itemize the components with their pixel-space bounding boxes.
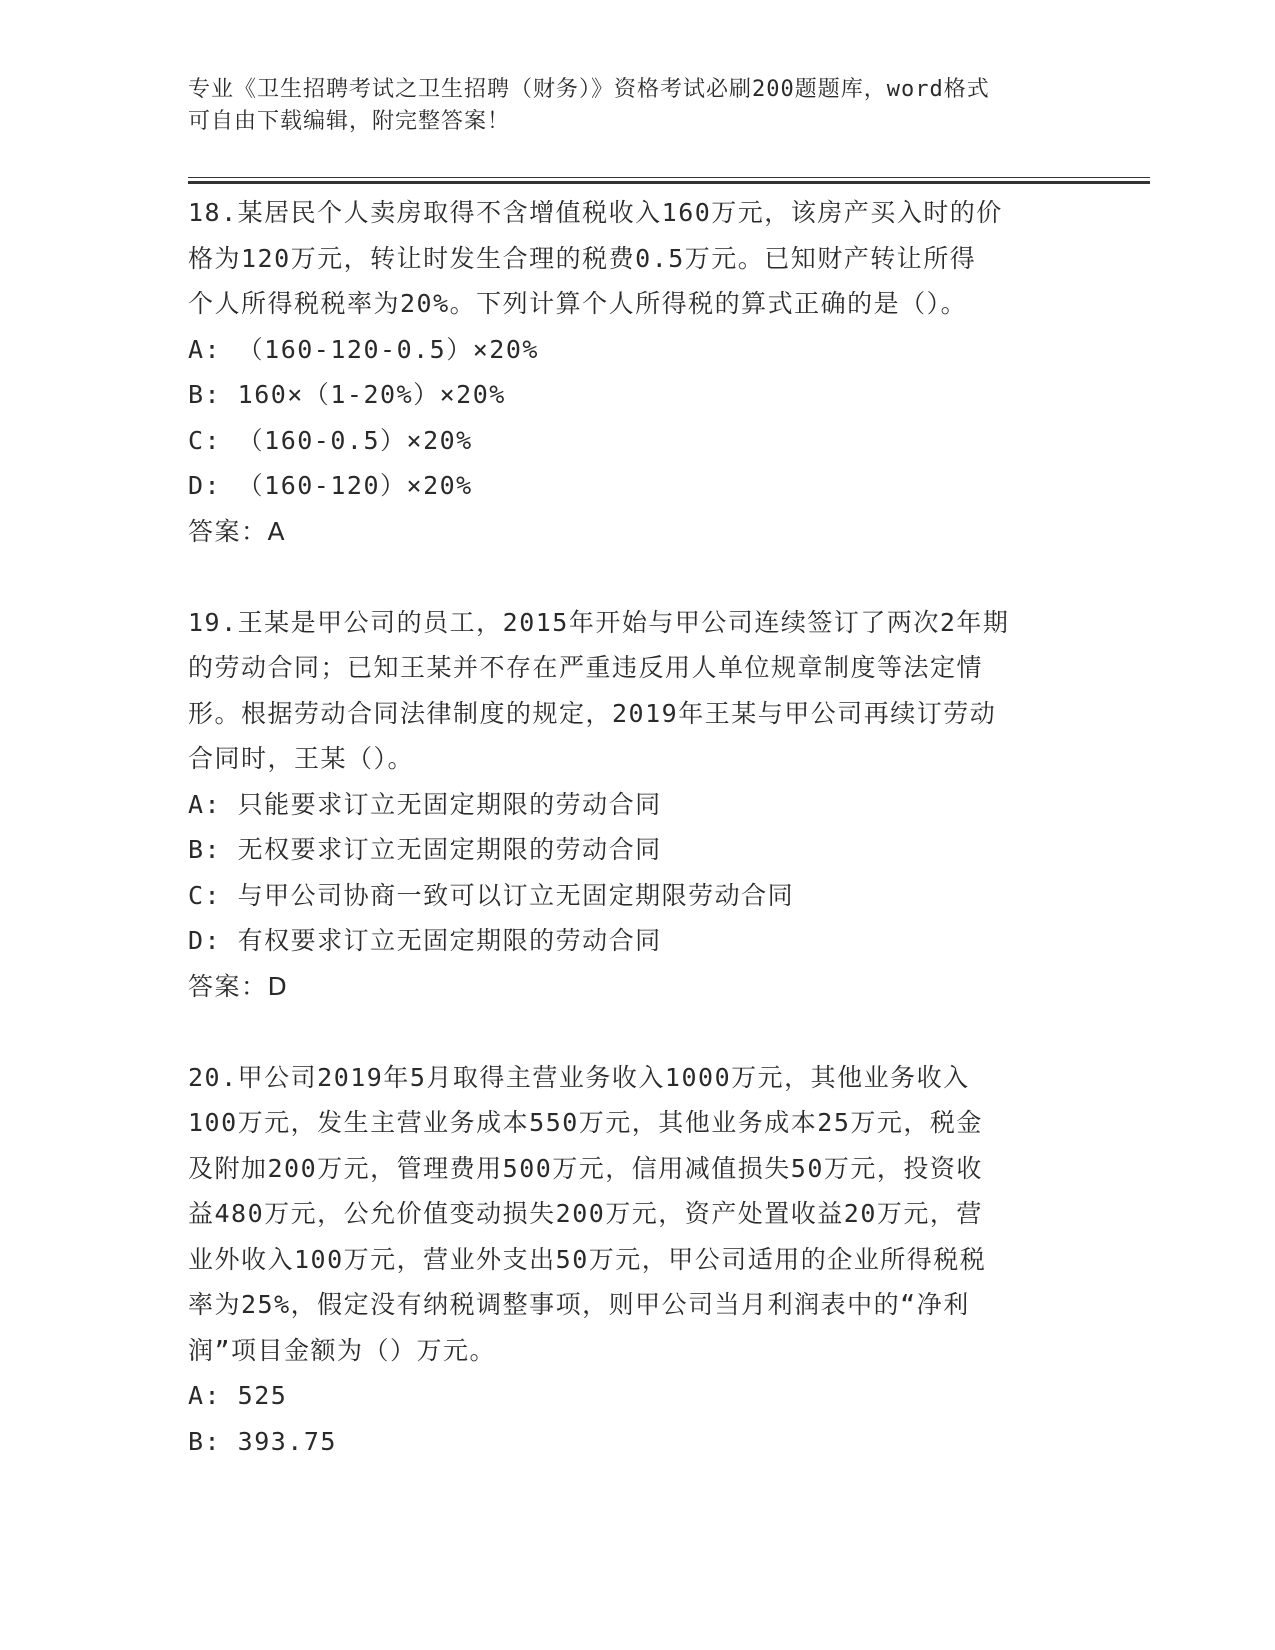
question-line: 的劳动合同；已知王某并不存在严重违反用人单位规章制度等法定情 bbox=[188, 653, 984, 682]
question-line: 形。根据劳动合同法律制度的规定，2019年王某与甲公司再续订劳动 bbox=[188, 698, 997, 728]
question-text bbox=[188, 600, 1088, 782]
question-list bbox=[188, 190, 1088, 1464]
question-line: 益480万元，公允价值变动损失200万元，资产处置收益20万元，营 bbox=[188, 1199, 983, 1228]
option-a: A: 只能要求订立无固定期限的劳动合同 bbox=[188, 789, 662, 819]
question-20 bbox=[188, 1055, 1088, 1465]
option-a: A: 525 bbox=[188, 1381, 288, 1410]
question-text bbox=[188, 190, 1088, 327]
question-18 bbox=[188, 190, 1088, 554]
answer-label: 答案：D bbox=[188, 971, 289, 1001]
question-19 bbox=[188, 600, 1088, 1010]
spacer bbox=[188, 554, 1088, 600]
option-b: B: 无权要求订立无固定期限的劳动合同 bbox=[188, 835, 662, 864]
header-divider-thin bbox=[188, 177, 1150, 178]
spacer bbox=[188, 1009, 1088, 1055]
option-c: C: 与甲公司协商一致可以订立无固定期限劳动合同 bbox=[188, 880, 795, 910]
option-d: D: 有权要求订立无固定期限的劳动合同 bbox=[188, 926, 662, 955]
question-text bbox=[188, 1055, 1088, 1374]
question-line: 18.某居民个人卖房取得不含增值税收入160万元，该房产买入时的价 bbox=[188, 198, 1003, 227]
option-d: D: （160-120）×20% bbox=[188, 471, 473, 500]
option-a: A: （160-120-0.5）×20% bbox=[188, 334, 539, 364]
question-line: 率为25%，假定没有纳税调整事项，则甲公司当月利润表中的“净利 bbox=[188, 1290, 970, 1319]
option-b: B: 160×（1-20%）×20% bbox=[188, 380, 506, 409]
question-line: 20.甲公司2019年5月取得主营业务收入1000万元，其他业务收入 bbox=[188, 1062, 970, 1092]
question-line: 及附加200万元，管理费用500万元，信用减值损失50万元，投资收 bbox=[188, 1153, 983, 1183]
option-c: C: （160-0.5）×20% bbox=[188, 425, 473, 455]
question-line: 业外收入100万元，营业外支出50万元，甲公司适用的企业所得税税 bbox=[188, 1244, 987, 1274]
question-line: 100万元，发生主营业务成本550万元，其他业务成本25万元，税金 bbox=[188, 1108, 983, 1137]
answer-label: 答案：A bbox=[188, 516, 287, 546]
header-line-2: 可自由下载编辑，附完整答案！ bbox=[188, 109, 511, 134]
header-line-1: 专业《卫生招聘考试之卫生招聘（财务）》资格考试必刷200题题库，word格式 bbox=[188, 77, 990, 102]
header-divider-thick bbox=[188, 181, 1150, 184]
question-line: 个人所得税税率为20%。下列计算个人所得税的算式正确的是（）。 bbox=[188, 289, 968, 318]
document-header bbox=[188, 74, 1068, 138]
question-line: 格为120万元，转让时发生合理的税费0.5万元。已知财产转让所得 bbox=[188, 243, 977, 273]
question-line: 19.王某是甲公司的员工，2015年开始与甲公司连续签订了两次2年期 bbox=[188, 607, 1010, 637]
question-line: 合同时，王某（）。 bbox=[188, 744, 415, 773]
question-line: 润”项目金额为（）万元。 bbox=[188, 1335, 497, 1365]
option-b: B: 393.75 bbox=[188, 1426, 337, 1456]
